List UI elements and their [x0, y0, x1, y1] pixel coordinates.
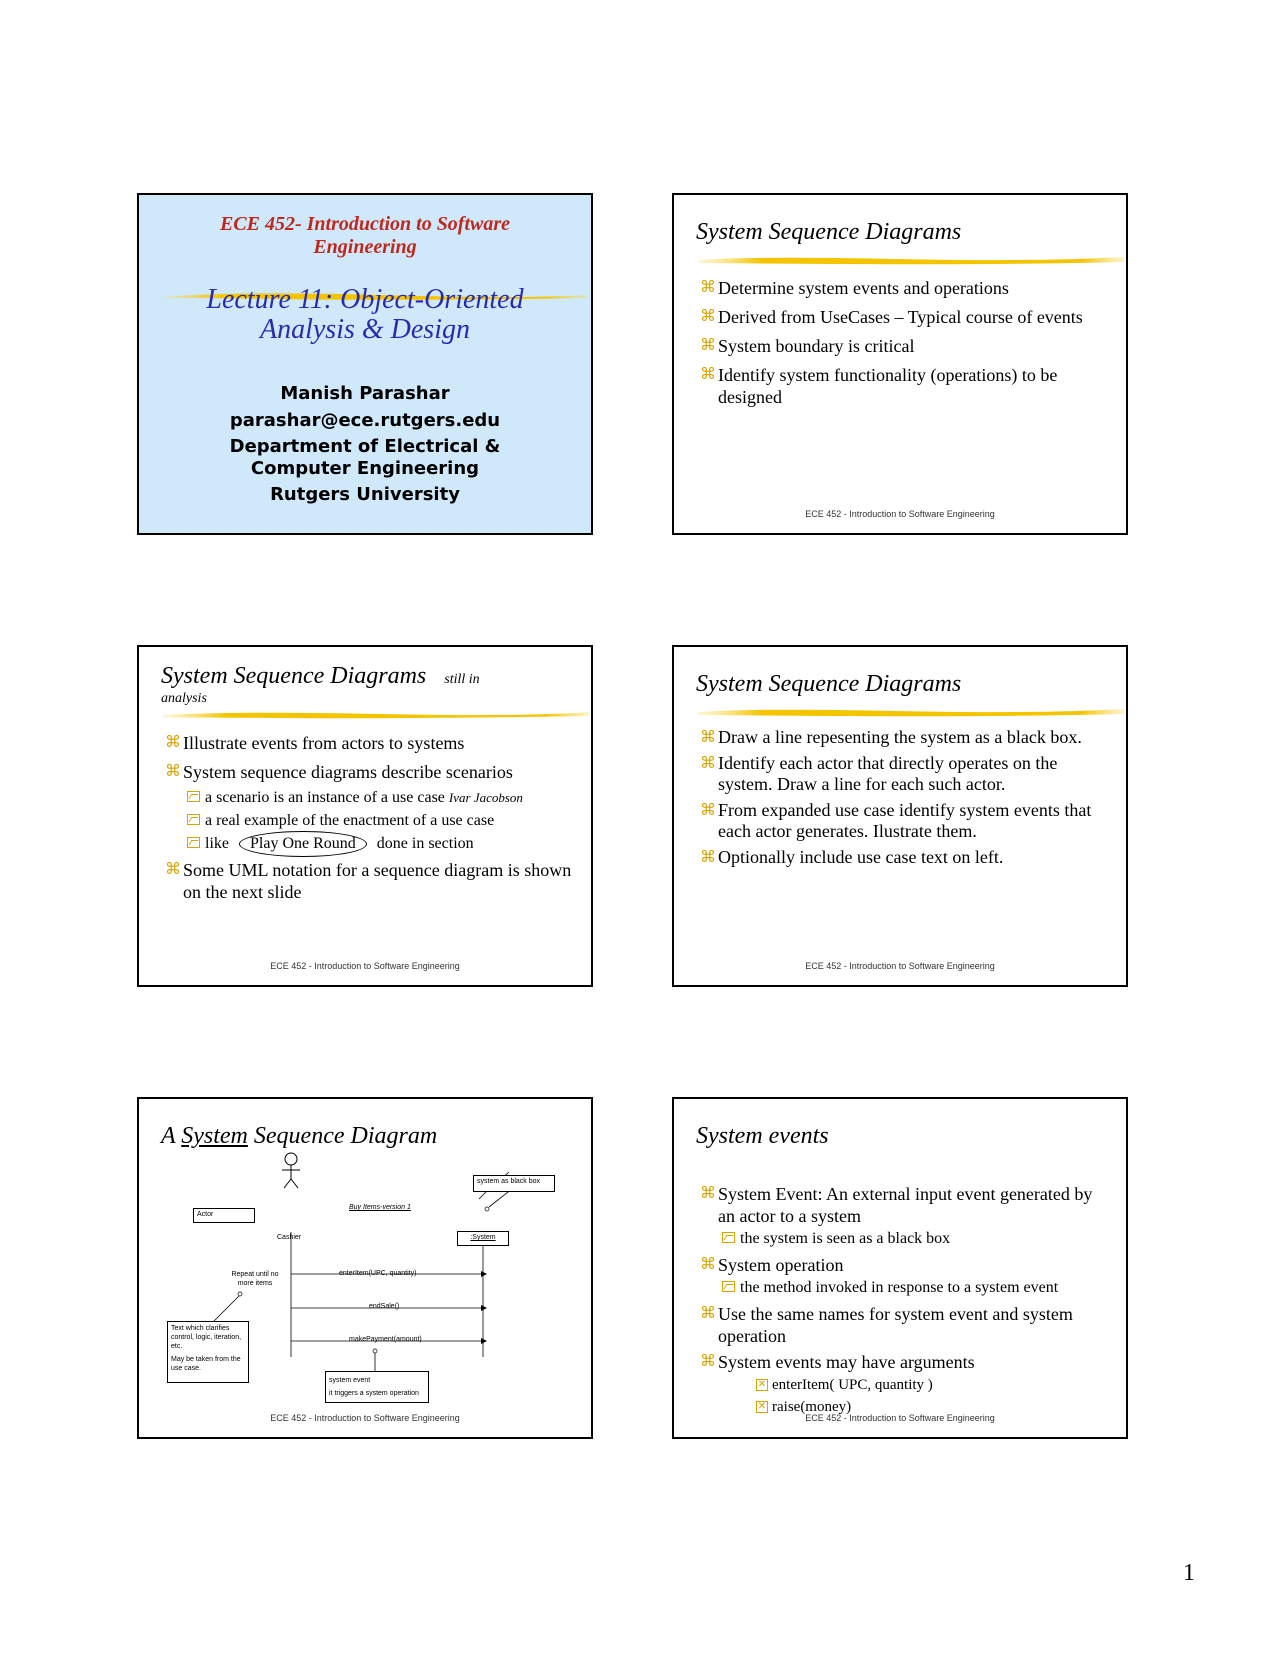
message-label: endSale() — [369, 1303, 400, 1310]
title-a: A — [161, 1123, 176, 1149]
bullet: ⌘ Identify each actor that directly operates on the system. Draw a line for each such actor. — [700, 753, 1108, 795]
bullet-list — [700, 277, 1108, 415]
slide-title: System events — [696, 1123, 829, 1149]
note-connector — [479, 1191, 487, 1199]
sub-bullet — [165, 811, 573, 831]
note-connector — [211, 1296, 239, 1324]
sub-bullet-text: a scenario is an instance of a use case — [205, 789, 445, 806]
slide-ssd-analysis — [137, 645, 593, 987]
note-anchor — [373, 1349, 377, 1353]
bullet: ⌘ Illustrate events from actors to systems — [165, 732, 573, 754]
sub-bullet — [165, 788, 573, 808]
bullet-list — [165, 732, 573, 910]
scenario-label: Buy Items-version 1 — [349, 1204, 411, 1211]
title-line2: analysis — [161, 691, 207, 706]
sub-sub-bullet-text: enterItem( UPC, quantity ) — [772, 1377, 933, 1393]
checkbox-icon: ✕ — [757, 1401, 767, 1412]
slide-footer: ECE 452 - Introduction to Software Engineering — [805, 509, 995, 519]
note-black-box: system as black box — [473, 1175, 555, 1192]
slide-ssd-intro — [672, 193, 1128, 535]
bullet: ⌘ Optionally include use case text on left. — [700, 847, 1108, 868]
slide-footer: ECE 452 - Introduction to Software Engineering — [805, 961, 995, 971]
slide-footer: ECE 452 - Introduction to Software Engineering — [805, 1413, 995, 1423]
note-anchor — [238, 1292, 242, 1296]
lecture-title-line2: Analysis & Design — [260, 314, 470, 345]
folder-icon — [187, 791, 200, 802]
bullet: ⌘ Determine system events and operations — [700, 277, 1108, 299]
author-email: parashar@ece.rutgers.edu — [229, 410, 501, 431]
event-note-text2: it triggers a system operation — [329, 1390, 419, 1397]
actor-figure — [282, 1153, 300, 1188]
title-small: still in — [444, 672, 480, 687]
sub-bullet-text: done in section — [376, 835, 474, 852]
event-note-text1: system event — [329, 1377, 371, 1384]
bullet: ⌘ System operation — [700, 1254, 1108, 1276]
author-name: Manish Parashar — [280, 383, 450, 404]
author-block — [139, 382, 591, 507]
slide-title — [161, 663, 480, 690]
system-object: :System — [457, 1231, 509, 1246]
sub-bullet — [165, 834, 573, 854]
slide-ssd-steps — [672, 645, 1128, 987]
university: Rutgers University — [270, 484, 460, 505]
sub-bullet — [700, 1278, 1108, 1298]
bullet: ⌘ System Event: An external input event generated by an actor to a system — [700, 1183, 1108, 1227]
bullet: ⌘ System boundary is critical — [700, 335, 1108, 357]
title-main: System Sequence Diagrams — [161, 663, 427, 689]
folder-icon — [722, 1232, 735, 1243]
bullet: ⌘ From expanded use case identify system events that each actor generates. Ilustrate them. — [700, 800, 1108, 842]
slide-title: System Sequence Diagrams — [696, 219, 962, 245]
folder-icon — [722, 1281, 735, 1292]
slide-footer: ECE 452 - Introduction to Software Engineering — [270, 961, 460, 971]
course-title: ECE 452- Introduction to Software Engineering — [219, 213, 511, 258]
sub-sub-bullet-text: raise(money) — [772, 1399, 852, 1415]
highlight-stroke — [696, 253, 1126, 267]
logic-note — [167, 1321, 249, 1383]
dept-line1: Department of Electrical & — [229, 436, 501, 457]
sub-bullet-text: a real example of the enactment of a use case — [205, 812, 495, 829]
cashier-label: Cashier — [277, 1234, 302, 1241]
bullet: ⌘ Use the same names for system event and system operation — [700, 1303, 1108, 1347]
message-label: makePayment(amount) — [349, 1336, 422, 1343]
event-note — [325, 1371, 429, 1403]
bullet-list — [700, 727, 1108, 875]
sub-bullet — [700, 1229, 1108, 1249]
sub-bullet-text: like — [205, 835, 229, 852]
circled-text: Play One Round — [239, 831, 367, 857]
sub-bullet-text: the method invoked in response to a system event — [740, 1279, 1059, 1296]
repeat-note: Repeat until no more items — [231, 1271, 279, 1287]
slide-system-events — [672, 1097, 1128, 1439]
bullet: ⌘ Derived from UseCases – Typical course of events — [700, 306, 1108, 328]
slide-ssd-example — [137, 1097, 593, 1439]
title-rest: Sequence Diagram — [253, 1123, 438, 1149]
bullet: ⌘ System events may have arguments — [700, 1351, 1108, 1373]
title-system: System — [181, 1123, 248, 1149]
page-number: 1 — [1183, 1560, 1195, 1586]
sub-bullet-text: the system is seen as a black box — [740, 1230, 951, 1247]
folder-icon — [187, 814, 200, 825]
bullet: ⌘ Draw a line repesenting the system as a black box. — [700, 727, 1108, 748]
bullet: ⌘ Some UML notation for a sequence diagram is shown on the next slide — [165, 859, 573, 903]
logic-note-text2: May be taken from the use case. — [171, 1356, 241, 1372]
highlight-stroke — [161, 707, 591, 721]
bullet: ⌘ Identify system functionality (operations) to be designed — [700, 364, 1108, 408]
note-anchor — [485, 1207, 489, 1211]
slide-footer: ECE 452 - Introduction to Software Engineering — [270, 1413, 460, 1423]
actor-note: Actor — [193, 1208, 255, 1223]
slide-title — [137, 193, 593, 535]
citation: Ivar Jacobson — [448, 790, 523, 805]
highlight-stroke — [696, 705, 1126, 719]
message-label: enterItem(UPC, quantity) — [339, 1270, 417, 1277]
dept-line2: Computer Engineering — [250, 458, 480, 479]
slide-title: System Sequence Diagrams — [696, 671, 962, 697]
checkbox-icon: ✕ — [757, 1379, 767, 1390]
logic-note-text1: Text which clarifies control, logic, iteration, etc. — [171, 1325, 242, 1350]
bullet-list — [700, 1183, 1108, 1419]
bullet: ⌘ System sequence diagrams describe scenarios — [165, 761, 573, 783]
folder-icon — [187, 837, 200, 848]
lecture-title — [139, 285, 591, 345]
sub-sub-bullet — [700, 1375, 1108, 1395]
lecture-title-line1: Lecture 11: Object-Oriented — [206, 284, 524, 315]
